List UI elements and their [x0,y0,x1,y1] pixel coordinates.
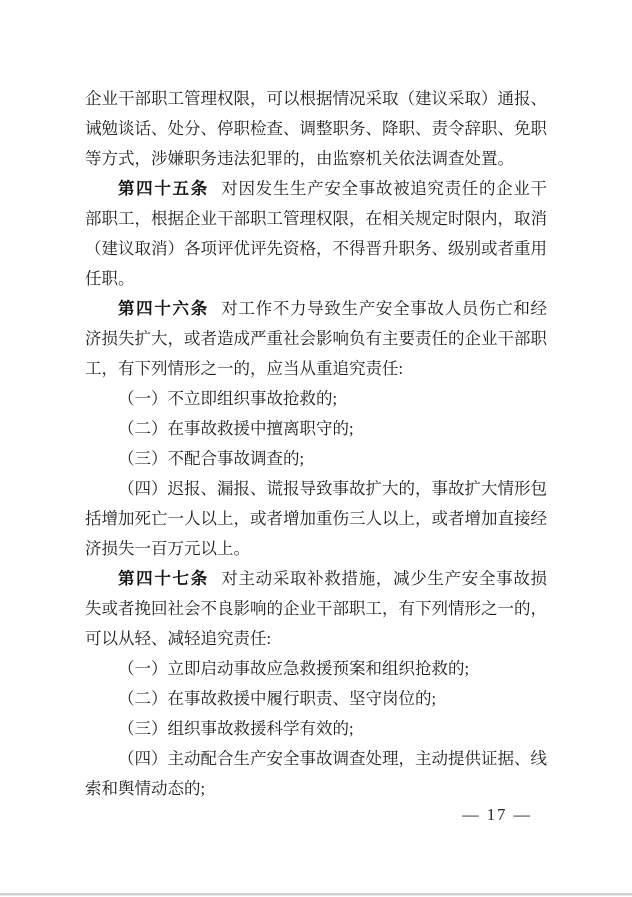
article-47-item-4: （四）主动配合生产安全事故调查处理，主动提供证据、线索和舆情动态的; [85,749,547,798]
paragraph-article-46 [85,294,547,384]
paragraph-article-47 [85,564,547,654]
article-47-item-3: （三）组织事故救援科学有效的; [118,719,354,738]
article-46-item-2: （二）在事故救援中擅离职守的; [118,419,354,438]
document-text-block [85,84,547,804]
article-46-item-1: （一）不立即组织事故抢救的; [118,389,338,408]
article-47-text: 对主动采取补救措施，减少生产安全事故损失或者挽回社会不良影响的企业干部职工，有下列情形之一的，可以从轻、减轻追究责任: [85,569,548,648]
paragraph-article-45 [85,174,547,294]
paragraph-continuation: 企业干部职工管理权限，可以根据情况采取（建议采取）通报、诫勉谈话、处分、停职检查、调整职务、降职、责令辞职、免职等方式，涉嫌职务违法犯罪的，由监察机关依法调查处置。 [85,89,547,168]
article-47-number: 第四十七条 [118,569,209,588]
article-47-item-2: （二）在事故救援中履行职责、坚守岗位的; [118,689,437,708]
article-45-text: 对因发生生产安全事故被追究责任的企业干部职工，根据企业干部职工管理权限，在相关规定时限内，取消（建议取消）各项评优评先资格，不得晋升职务、级别或者重用任职。 [85,179,548,288]
page-number: — 17 — [462,805,532,824]
article-47-item-1: （一）立即启动事故应急救援预案和组织抢救的; [118,659,470,678]
article-46-text: 对工作不力导致生产安全事故人员伤亡和经济损失扩大，或者造成严重社会影响负有主要责任的企业干部职工，有下列情形之一的，应当从重追究责任: [85,299,548,378]
article-46-item-3: （三）不配合事故调查的; [118,449,305,468]
article-45-number: 第四十五条 [118,179,209,198]
article-46-number: 第四十六条 [118,299,209,318]
article-46-item-4: （四）迟报、漏报、谎报导致事故扩大的，事故扩大情形包括增加死亡一人以上，或者增加重伤三人以上，或者增加直接经济损失一百万元以上。 [85,479,547,558]
page-bottom-edge [0,893,632,895]
